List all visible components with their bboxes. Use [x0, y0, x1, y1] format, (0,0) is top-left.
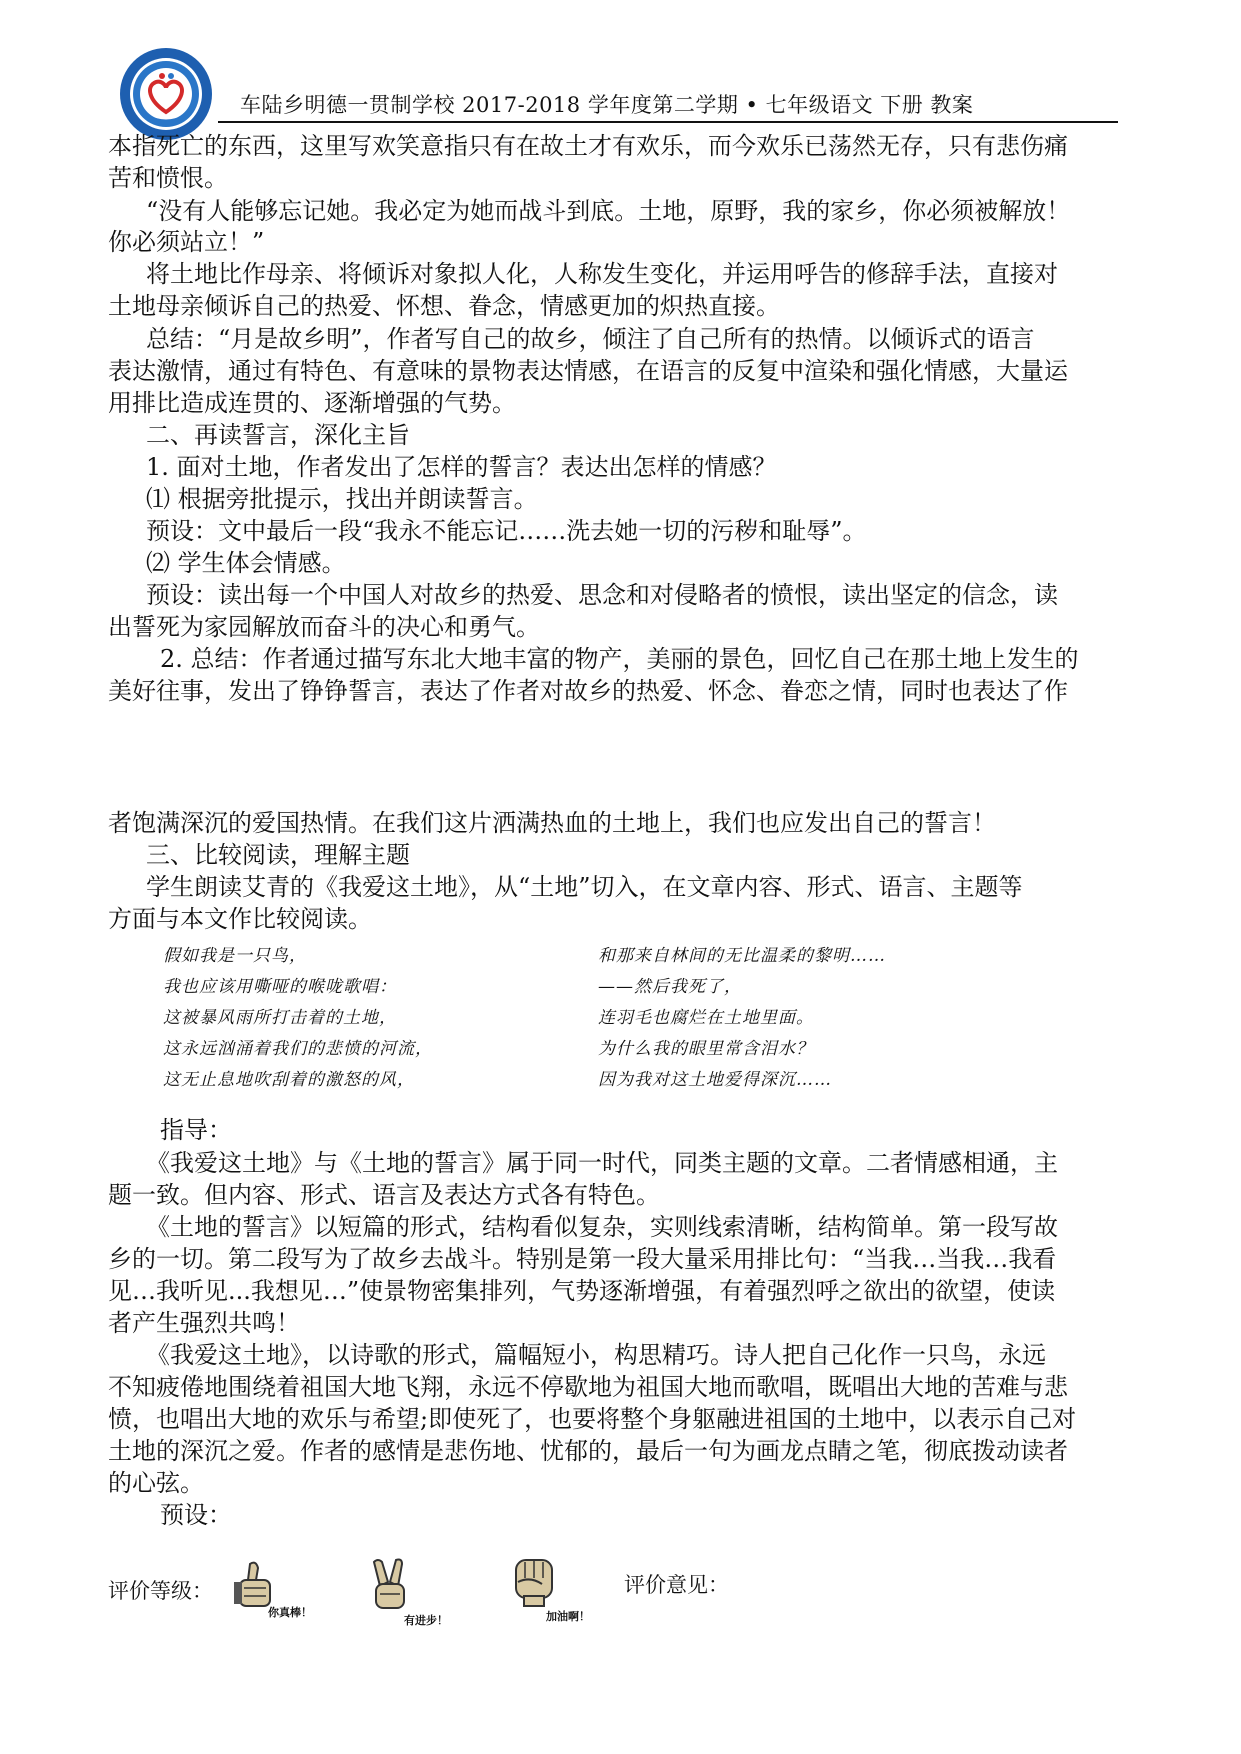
badge-caption: 加油啊！ — [546, 1610, 590, 1623]
poem-line-left: 这无止息地吹刮着的激怒的风， — [163, 1070, 415, 1090]
school-logo — [118, 46, 214, 142]
poem-line-right: ——然后我死了， — [598, 977, 742, 997]
poem-line-right: 和那来自林间的无比温柔的黎明…… — [598, 946, 886, 966]
body-line: 预设：读出每一个中国人对故乡的热爱、思念和对侵略者的愤恨，读出坚定的信念，读 — [146, 581, 1058, 609]
body-line: 用排比造成连贯的、逐渐增强的气势。 — [108, 389, 516, 417]
body-line: 方面与本文作比较阅读。 — [108, 905, 372, 933]
body-line: 苦和愤恨。 — [108, 164, 228, 192]
body-line: 表达激情，通过有特色、有意味的景物表达情感，在语言的反复中渲染和强化情感，大量运 — [108, 357, 1068, 385]
guide-line: 不知疲倦地围绕着祖国大地飞翔，永远不停歇地为祖国大地而歌唱，既唱出大地的苦难与悲 — [108, 1373, 1068, 1401]
section-heading: 三、比较阅读，理解主题 — [146, 841, 410, 869]
header-rule — [218, 121, 1118, 123]
poem-line-right: 为什么我的眼里常含泪水？ — [598, 1039, 814, 1059]
body-line: ⑵ 学生体会情感。 — [146, 549, 346, 577]
badge-caption: 有进步！ — [404, 1614, 448, 1627]
body-line: 将土地比作母亲、将倾诉对象拟人化，人称发生变化，并运用呼告的修辞手法，直接对 — [146, 260, 1058, 288]
guide-line: 乡的一切。第二段写为了故乡去战斗。特别是第一段大量采用排比句：“当我…当我…我看 — [108, 1245, 1057, 1273]
grade-label: 评价等级： — [108, 1579, 213, 1603]
guide-line: 《土地的誓言》以短篇的形式，结构看似复杂，实则线索清晰，结构简单。第一段写故 — [146, 1213, 1058, 1241]
body-line: 土地母亲倾诉自己的热爱、怀想、眷念，情感更加的炽热直接。 — [108, 292, 780, 320]
poem-line-left: 这被暴风雨所打击着的土地， — [163, 1008, 397, 1028]
body-line: 学生朗读艾青的《我爱这土地》，从“土地”切入，在文章内容、形式、语言、主题等 — [146, 873, 1023, 901]
poem-line-left: 我也应该用嘶哑的喉咙歌唱： — [163, 977, 397, 997]
guide-line: 《我爱这土地》与《土地的誓言》属于同一时代，同类主题的文章。二者情感相通，主 — [146, 1149, 1058, 1177]
guide-line: 者产生强烈共鸣！ — [108, 1309, 300, 1337]
guide-line: 见…我听见...我想见…”使景物密集排列，气势逐渐增强，有着强烈呼之欲出的欲望，使读 — [108, 1277, 1056, 1305]
comment-label: 评价意见： — [624, 1573, 729, 1597]
body-line: 2. 总结：作者通过描写东北大地丰富的物产，美丽的景色，回忆自己在那土地上发生的 — [160, 645, 1079, 673]
body-line: 预设：文中最后一段“我永不能忘记……洗去她一切的污秽和耻辱”。 — [146, 517, 867, 545]
body-line: 者饱满深沉的爱国热情。在我们这片洒满热血的土地上，我们也应发出自己的誓言！ — [108, 809, 996, 837]
section-heading: 二、再读誓言，深化主旨 — [146, 421, 410, 449]
poem-line-left: 这永远汹涌着我们的悲愤的河流， — [163, 1039, 433, 1059]
guide-line: 土地的深沉之爱。作者的感情是悲伤地、忧郁的，最后一句为画龙点睛之笔，彻底拨动读者 — [108, 1437, 1068, 1465]
guide-line: 预设： — [160, 1501, 232, 1529]
body-line: 1. 面对土地，作者发出了怎样的誓言？表达出怎样的情感？ — [146, 453, 777, 481]
body-line: 你必须站立！” — [108, 228, 265, 256]
body-line: “没有人能够忘记她。我必定为她而战斗到底。土地，原野，我的家乡，你必须被解放！ — [146, 197, 1071, 225]
body-line: ⑴ 根据旁批提示，找出并朗读誓言。 — [146, 485, 538, 513]
page-header: 车陆乡明德一贯制学校 2017-2018 学年度第二学期 • 七年级语文 下册 教案 — [240, 93, 974, 117]
guide-line: 的心弦。 — [108, 1469, 204, 1497]
guide-heading: 指导： — [160, 1116, 232, 1144]
guide-line: 《我爱这土地》，以诗歌的形式，篇幅短小，构思精巧。诗人把自己化作一只鸟，永远 — [146, 1341, 1046, 1369]
guide-line: 愤，也唱出大地的欢乐与希望;即使死了，也要将整个身躯融进祖国的土地中，以表示自己对 — [108, 1405, 1077, 1433]
body-line: 出誓死为家园解放而奋斗的决心和勇气。 — [108, 613, 540, 641]
poem-line-right: 因为我对这土地爱得深沉…… — [598, 1070, 832, 1090]
poem-line-left: 假如我是一只鸟， — [163, 946, 307, 966]
badge-caption: 你真棒！ — [268, 1606, 312, 1619]
poem-line-right: 连羽毛也腐烂在土地里面。 — [598, 1008, 814, 1028]
fist-icon — [508, 1552, 564, 1608]
victory-hand-icon — [366, 1556, 418, 1612]
body-line: 美好往事，发出了铮铮誓言，表达了作者对故乡的热爱、怀念、眷恋之情，同时也表达了作 — [108, 677, 1068, 705]
body-line: 本指死亡的东西，这里写欢笑意指只有在故土才有欢乐，而今欢乐已荡然无存，只有悲伤痛 — [108, 132, 1068, 160]
body-line: 总结：“月是故乡明”，作者写自己的故乡，倾注了自己所有的热情。以倾诉式的语言 — [146, 325, 1035, 353]
guide-line: 题一致。但内容、形式、语言及表达方式各有特色。 — [108, 1181, 660, 1209]
